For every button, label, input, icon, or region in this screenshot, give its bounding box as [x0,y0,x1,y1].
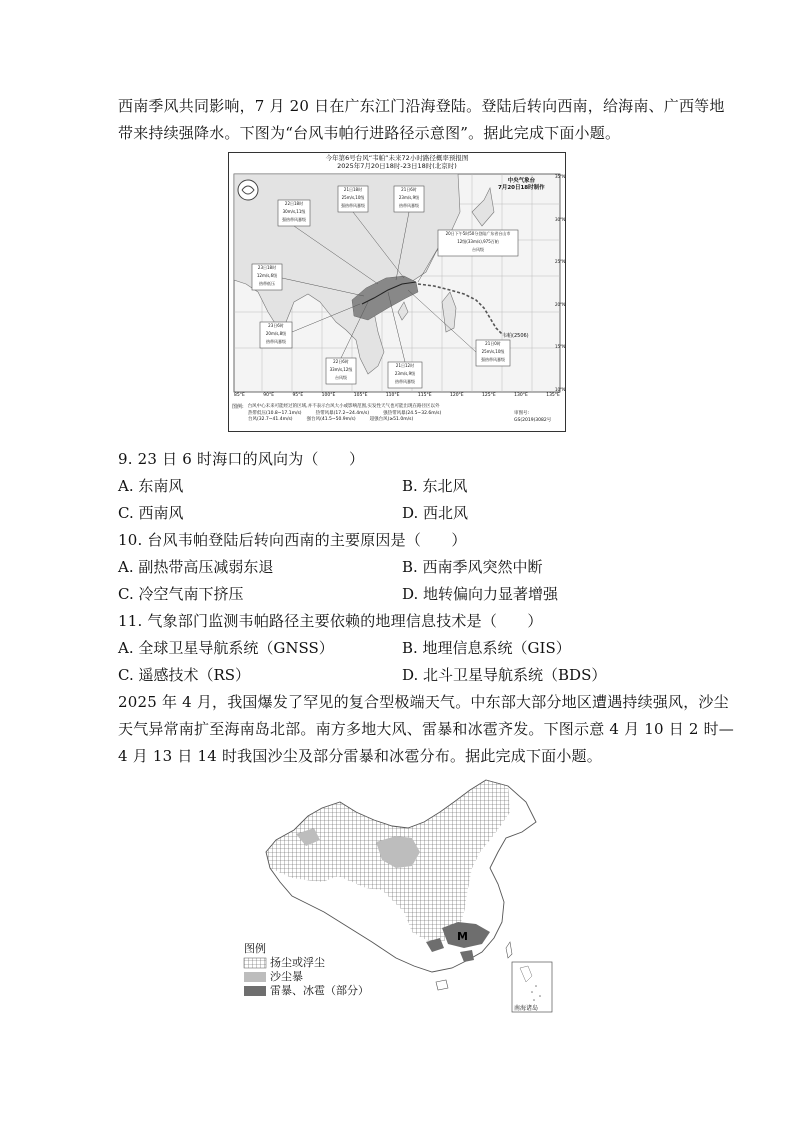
lon-ticks: 85°E 90°E 95°E 100°E 105°E 110°E 115°E 120°E 125°E 130°E 135°E [234,393,560,398]
map1-subtitle: 2025年7月20日18时-23日18时(北京时) [337,162,457,170]
q10-option-c[interactable]: C. 冷空气南下挤压 [118,585,244,603]
callout-23d18: 23日18时 12m/s,6级 热带低压 [256,265,278,286]
intro2-line-3: 4 月 13 日 14 时我国沙尘及部分雷暴和冰雹分布。据此完成下面小题。 [118,747,602,765]
callout-21d18: 21日18时 25m/s,10级 强热带风暴级 [341,187,365,208]
callout-21d6: 21日6时 23m/s,9级 热带风暴级 [398,187,420,208]
callout-21d0: 21日0时 25m/s,10级 强热带风暴级 [481,341,505,362]
legend-ty: 台风(32.7~41.4m/s) [248,417,293,422]
map1-agency-time: 7月20日18时制作 [498,185,545,191]
callout-landfall: 20日下午5时50分登陆广东省台山市 12级(33m/s),975百帕 台风级 [445,231,511,252]
q10-option-b[interactable]: B. 西南季风突然中断 [402,558,543,576]
q10-stem: 10. 台风韦帕登陆后转向西南的主要原因是（ ） [118,531,467,549]
typhoon-track-map [228,152,566,432]
legend-superty: 超强台风(≥51.0m/s) [369,417,414,422]
review-number: 审图号: GS(2019)3082号 [514,411,552,423]
marker-m: M [457,930,468,943]
q9-option-b[interactable]: B. 东北风 [402,477,468,495]
q9-option-c[interactable]: C. 西南风 [118,504,184,522]
legend-sts: 强热带风暴(24.5~32.6m/s) [383,410,442,416]
map2-legend-sandstorm: 沙尘暴 [270,970,303,983]
intro-line-1: 西南季风共同影响，7 月 20 日在广东江门沿海登陆。登陆后转向西南，给海南、广西等地 [118,97,725,115]
map1-title: 今年第6号台风“韦帕”未来72小时路径概率预报图 [325,154,469,162]
intro2-line-2: 天气异常南扩至海南岛北部。南方多地大风、雷暴和冰雹齐发。下图示意 4 月 10 日 2 时— [118,720,734,738]
q11-option-b[interactable]: B. 地理信息系统（GIS） [402,639,571,657]
inset-label: 南海诸岛 [514,1005,539,1012]
map2-legend-thunder-hail: 雷暴、冰雹（部分） [270,984,369,997]
q9-option-a[interactable]: A. 东南风 [118,477,184,495]
q11-stem: 11. 气象部门监测韦帕路径主要依赖的地理信息技术是（ ） [118,612,543,630]
callout-22d6: 22日6时 33m/s,12级 台风级 [329,359,353,380]
map2-legend-dust: 扬尘或浮尘 [270,956,325,969]
map1-agency: 中央气象台 [507,178,536,184]
q9-option-d[interactable]: D. 西北风 [402,504,469,522]
legend-sty: 强台风(41.5~50.9m/s) [306,417,356,422]
china-dust-map [236,772,566,1022]
map1-legend-desc: 台风中心未来可能经过的区域,并不表示台风大小或影响范围,实发性天气也可能出现在路径区以外 [247,404,440,409]
callout-23d6: 23日6时 20m/s,8级 热带风暴级 [265,323,287,344]
intro2-line-1: 2025 年 4 月，我国爆发了罕见的复合型极端天气。中东部大部分地区遭遇持续强风，沙尘 [118,693,729,711]
track-label: 韦帕(2506) [502,333,529,339]
q11-option-a[interactable]: A. 全球卫星导航系统（GNSS） [118,639,334,657]
q11-option-d[interactable]: D. 北斗卫星导航系统（BDS） [402,666,607,684]
map1-legend [232,404,562,424]
callout-22d18: 22日18时 30m/s,11级 强热带风暴级 [282,201,306,222]
map1-legend-title: 图例: [232,404,244,410]
intro-line-2: 带来持续强降水。下图为“台风韦帕行进路径示意图”。据此完成下面小题。 [118,124,621,142]
callout-21d12: 21日12时 23m/s,9级 热带风暴级 [394,363,416,384]
lat-ticks: 35°N 30°N 25°N 20°N 15°N 10°N [555,174,566,392]
legend-td: 热带低压(10.8~17.1m/s) [248,410,302,416]
q10-option-d[interactable]: D. 地转偏向力显著增强 [402,585,559,603]
map2-legend-title: 图例 [244,942,266,955]
q11-option-c[interactable]: C. 遥感技术（RS） [118,666,251,684]
q9-stem: 9. 23 日 6 时海口的风向为（ ） [118,450,365,468]
q10-option-a[interactable]: A. 副热带高压减弱东退 [118,558,274,576]
legend-ts: 热带风暴(17.2~24.4m/s) [315,410,370,416]
